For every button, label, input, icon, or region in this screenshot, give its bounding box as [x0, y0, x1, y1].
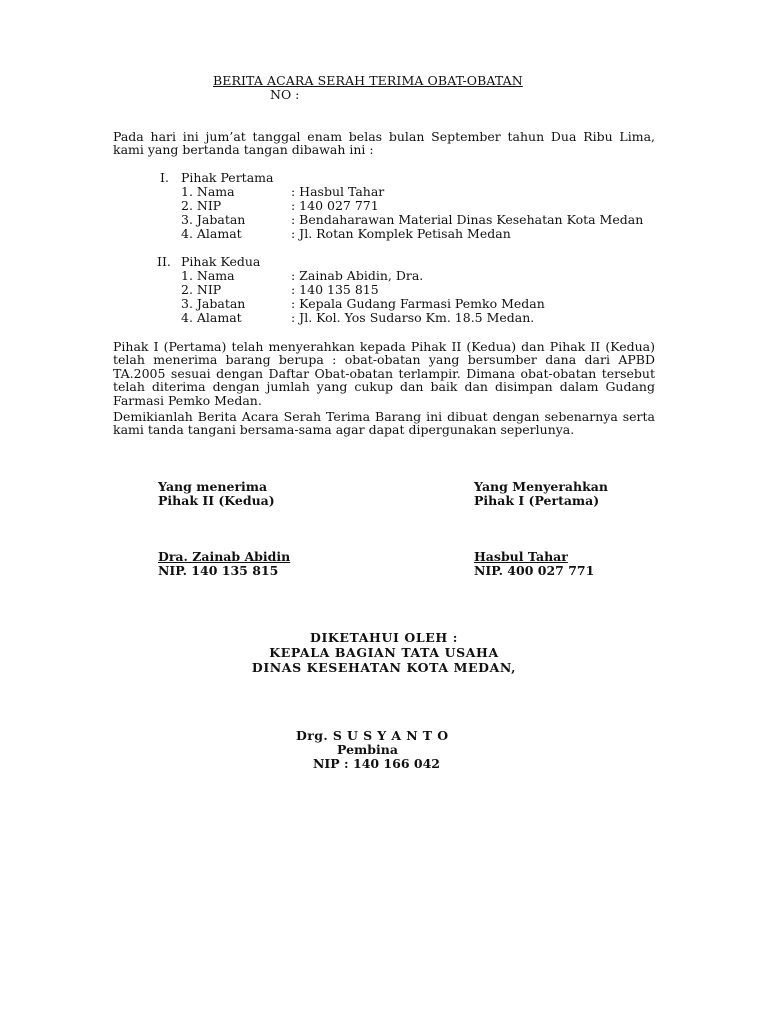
official-name: Drg. S U S Y A N T O [296, 728, 449, 743]
handover-paragraph: Pihak I (Pertama) telah menyerahkan kepada Pihak II (Kedua) dan Pihak II (Kedua) telah menerima barang berupa : obat-obatan yang bersumber dana dari APBD TA.2005 sesuai dengan Daftar Obat-obatan terlampir. Dimana obat-obatan tersebut telah diterima dengan jumlah yang cukup dan baik dan disimpan dalam Gudang Farmasi Pemko Medan. [113, 339, 655, 408]
intro-paragraph: Pada hari ini jum’at tanggal enam belas bulan September tahun Dua Ribu Lima, kami yang bertanda tangan dibawah ini : [113, 129, 655, 158]
party-first-address-label: 4. Alamat [181, 226, 242, 241]
party-second-position-label: 3. Jabatan [181, 296, 246, 311]
signature-right-nip: NIP. 400 027 771 [474, 563, 595, 578]
party-first-numeral: I. [160, 170, 169, 185]
acknowledgement-line-3: DINAS KESEHATAN KOTA MEDAN, [251, 660, 517, 675]
party-second-address-label: 4. Alamat [181, 310, 242, 325]
signature-left-party: Pihak II (Kedua) [158, 493, 275, 508]
party-second-numeral: II. [157, 254, 171, 269]
signature-left-nip: NIP. 140 135 815 [158, 563, 279, 578]
party-first-heading: Pihak Pertama [181, 170, 274, 185]
party-second-position-value: : Kepala Gudang Farmasi Pemko Medan [291, 296, 545, 311]
party-first-name-label: 1. Nama [181, 184, 235, 199]
closing-paragraph: Demikianlah Berita Acara Serah Terima Barang ini dibuat dengan sebenarnya serta kami tanda tangani bersama-sama agar dapat dipergunakan seperlunya. [113, 409, 655, 438]
official-rank: Pembina [337, 742, 398, 757]
party-second-name-value: : Zainab Abidin, Dra. [291, 268, 424, 283]
signature-right-role: Yang Menyerahkan [474, 479, 608, 494]
acknowledgement-line-1: DIKETAHUI OLEH : [310, 630, 458, 645]
signature-right-name: Hasbul Tahar [474, 549, 568, 564]
acknowledgement-line-2: KEPALA BAGIAN TATA USAHA [269, 645, 499, 660]
document-title: BERITA ACARA SERAH TERIMA OBAT-OBATAN [213, 73, 523, 88]
party-first-position-label: 3. Jabatan [181, 212, 246, 227]
party-first-nip-value: : 140 027 771 [291, 198, 379, 213]
signature-left-name: Dra. Zainab Abidin [158, 549, 291, 564]
party-second-name-label: 1. Nama [181, 268, 235, 283]
signature-right-party: Pihak I (Pertama) [474, 493, 600, 508]
party-first-name-value: : Hasbul Tahar [291, 184, 385, 199]
signature-left-role: Yang menerima [158, 479, 268, 494]
party-second-nip-label: 2. NIP [181, 282, 222, 297]
document-number-label: NO : [270, 87, 300, 102]
party-second-nip-value: : 140 135 815 [291, 282, 379, 297]
party-second-heading: Pihak Kedua [181, 254, 261, 269]
party-first-address-value: : Jl. Rotan Komplek Petisah Medan [291, 226, 511, 241]
party-first-nip-label: 2. NIP [181, 198, 222, 213]
party-second-address-value: : Jl. Kol. Yos Sudarso Km. 18.5 Medan. [291, 310, 535, 325]
party-first-position-value: : Bendaharawan Material Dinas Kesehatan Kota Medan [291, 212, 644, 227]
official-nip: NIP : 140 166 042 [313, 756, 440, 771]
